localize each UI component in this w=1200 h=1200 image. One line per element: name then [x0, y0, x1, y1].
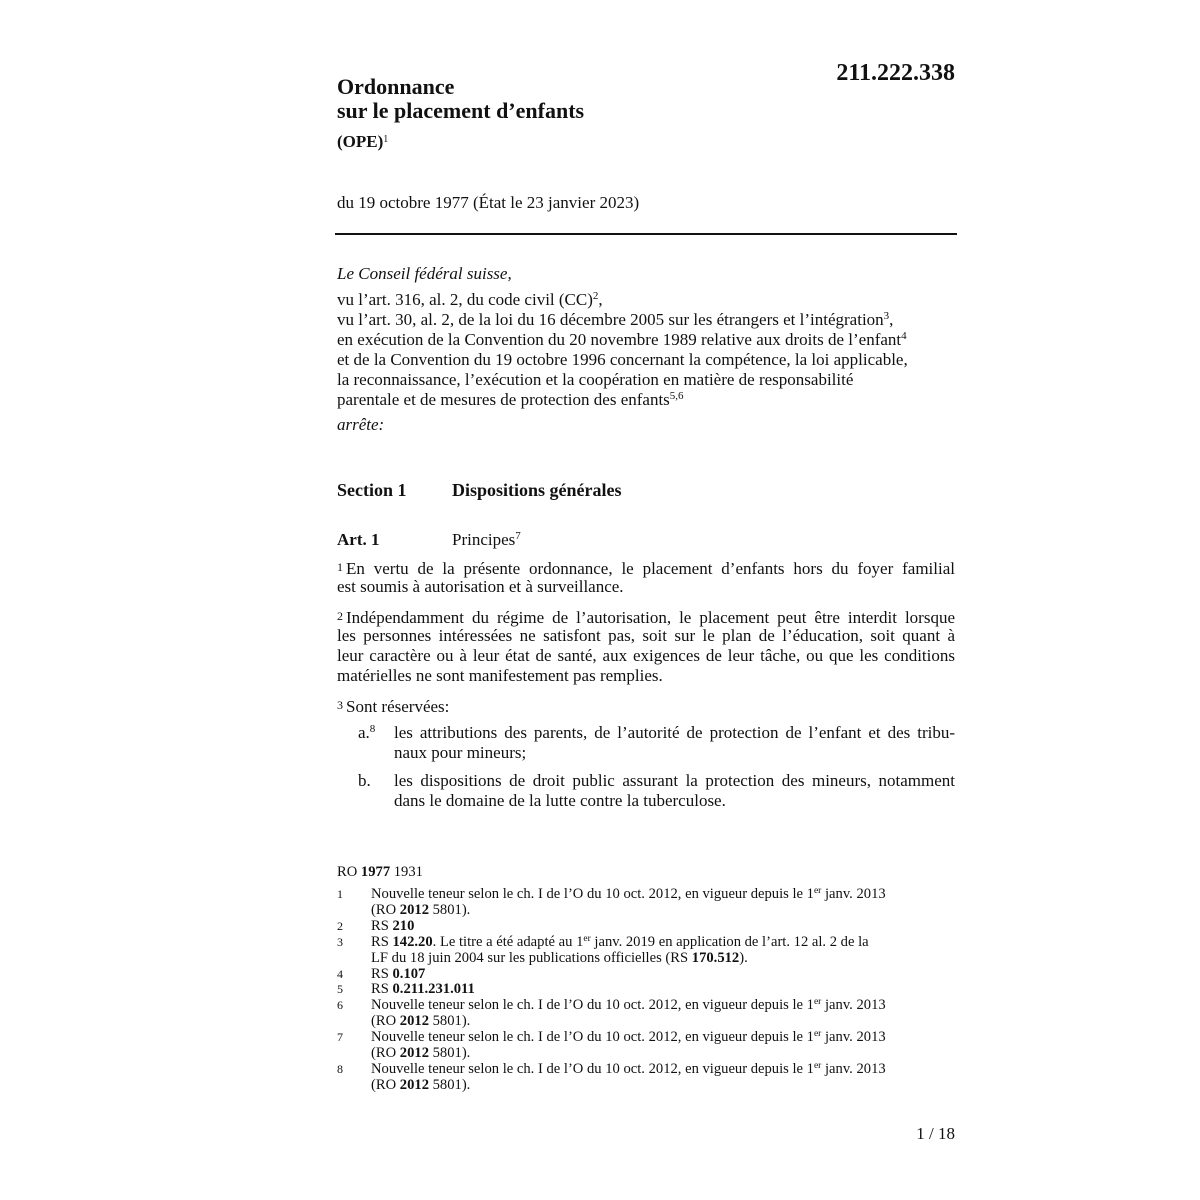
footnote-segment: 2012	[399, 1077, 429, 1093]
preamble-authority: Le Conseil fédéral suisse,	[337, 264, 512, 283]
footnote-segment: janv. 2013	[821, 1029, 886, 1045]
footnote-text	[371, 1029, 886, 1061]
footnote-ref[interactable]: 5,6	[669, 390, 684, 402]
footnote-segment: Nouvelle teneur selon le ch. I de l’O du 10 oct. 2012, en vigueur depuis le 1	[371, 1029, 814, 1045]
footnote-number: 2	[337, 919, 343, 933]
paragraph-2-line: les personnes intéressées ne satisfont pas, soit sur le plan de l’éducation, soit quant à	[337, 626, 955, 645]
footnote-text	[371, 997, 886, 1029]
footnote-segment: er	[813, 1029, 822, 1039]
preamble-line	[337, 290, 955, 310]
footnote-segment: ).	[739, 950, 748, 966]
footnote-segment: janv. 2013	[821, 1061, 886, 1077]
footnote-text	[371, 1061, 886, 1093]
paragraph-1-line	[337, 557, 955, 579]
footnote-segment: . Le titre a été adapté au 1	[432, 934, 584, 950]
paragraph-number: 1	[337, 560, 343, 574]
footnote-segment: er	[813, 886, 822, 896]
footnote-ref[interactable]: 2	[592, 290, 599, 302]
list-item-a-line: naux pour mineurs;	[394, 743, 527, 762]
preamble-text: ,	[889, 310, 894, 329]
paragraph-number: 3	[337, 698, 343, 712]
title-line-1: Ordonnance	[337, 74, 455, 99]
paragraph-number: 2	[337, 609, 343, 623]
footnote-text	[371, 918, 414, 934]
section-number: Section 1	[337, 480, 407, 500]
preamble-text: en exécution de la Convention du 20 novembre 1989 relative aux droits de l’enfant	[337, 330, 902, 349]
list-item-b-line: dans le domaine de la lutte contre la tuberculose.	[394, 791, 726, 810]
source-year: 1977	[360, 864, 391, 880]
paragraph-1-line: est soumis à autorisation et à surveillance.	[337, 577, 624, 596]
preamble-text: vu l’art. 30, al. 2, de la loi du 16 décembre 2005 sur les étrangers et l’intégration	[337, 310, 884, 329]
source-text: RO	[337, 864, 361, 880]
footnote-text	[371, 886, 886, 918]
list-label-b: b.	[358, 771, 371, 790]
source-page: 1931	[390, 864, 423, 880]
footnote-number: 5	[337, 982, 343, 996]
page-indicator: 1 / 18	[916, 1124, 955, 1143]
paragraph-text: Indépendamment du régime de l’autorisation, le placement peut être interdit lorsque	[346, 608, 955, 627]
article-title	[452, 530, 521, 550]
footnote-segment: 0.211.231.011	[392, 981, 475, 997]
footnote-number: 7	[337, 1030, 343, 1044]
footnote-segment: LF du 18 juin 2004 sur les publications officielles (RS	[371, 950, 692, 966]
footnote-segment: 170.512	[691, 950, 740, 966]
footnote-segment: (RO	[371, 1013, 400, 1029]
footnote-text	[371, 981, 475, 997]
preamble-text: parentale et de mesures de protection des enfants	[337, 390, 670, 409]
footnote-segment: RS	[371, 966, 393, 982]
paragraph-2-line	[337, 606, 955, 628]
preamble-line: et de la Convention du 19 octobre 1996 concernant la compétence, la loi applicable,	[337, 350, 908, 369]
preamble-text: vu l’art. 316, al. 2, du code civil (CC)	[337, 290, 593, 309]
abbreviation-text: (OPE)	[337, 132, 384, 151]
footnote-segment: janv. 2013	[821, 997, 886, 1013]
footnote-segment: er	[813, 1061, 822, 1071]
footnote-segment: Nouvelle teneur selon le ch. I de l’O du 10 oct. 2012, en vigueur depuis le 1	[371, 1061, 814, 1077]
footnote-segment: RS	[371, 934, 393, 950]
source-reference	[337, 864, 423, 880]
footnote-segment: 2012	[399, 1013, 429, 1029]
article-number: Art. 1	[337, 530, 380, 549]
header-rule	[335, 233, 957, 235]
list-label-a	[358, 723, 375, 743]
footnote-ref[interactable]: 3	[883, 310, 890, 322]
footnote-text	[371, 934, 869, 966]
sr-number: 211.222.338	[836, 60, 955, 86]
footnote-segment: Nouvelle teneur selon le ch. I de l’O du 10 oct. 2012, en vigueur depuis le 1	[371, 997, 814, 1013]
footnote-segment: RS	[371, 981, 393, 997]
footnote-number: 8	[337, 1062, 343, 1076]
footnote-segment: 2012	[399, 902, 429, 918]
list-item-b-line: les dispositions de droit public assurant la protection des mineurs, notamment	[394, 771, 955, 790]
footnote-segment: 5801).	[428, 1013, 471, 1029]
footnote-segment: (RO	[371, 902, 400, 918]
footnote-segment: 0.107	[392, 966, 426, 982]
list-label-text: a.	[358, 723, 370, 742]
footnote-segment: Nouvelle teneur selon le ch. I de l’O du 10 oct. 2012, en vigueur depuis le 1	[371, 886, 814, 902]
footnote-number: 1	[337, 887, 343, 901]
footnote-number: 6	[337, 998, 343, 1012]
preamble-line	[337, 310, 955, 330]
footnote-segment: 210	[392, 918, 415, 934]
footnote-segment: RS	[371, 918, 393, 934]
title-line-2: sur le placement d’enfants	[337, 98, 585, 123]
date-line: du 19 octobre 1977 (État le 23 janvier 2023)	[337, 193, 640, 212]
paragraph-2-line: leur caractère ou à leur état de santé, aux exigences de leur tâche, ou que les conditions	[337, 646, 955, 665]
footnote-segment: janv. 2013	[821, 886, 886, 902]
footnote-segment: 2012	[399, 1045, 429, 1061]
preamble-line	[337, 330, 955, 350]
footnote-ref[interactable]: 4	[901, 330, 907, 342]
footnote-ref[interactable]: 1	[383, 134, 389, 145]
preamble-text: ,	[598, 290, 603, 309]
footnote-segment: (RO	[371, 1077, 400, 1093]
paragraph-text: En vertu de la présente ordonnance, le placement d’enfants hors du foyer familial	[346, 559, 955, 578]
footnote-segment: 5801).	[428, 1077, 471, 1093]
footnote-segment: janv. 2019 en application de l’art. 12 al. 2 de la	[590, 934, 869, 950]
preamble-decree: arrête:	[337, 415, 385, 434]
paragraph-text: Sont réservées:	[346, 697, 450, 716]
section-title: Dispositions générales	[452, 480, 622, 500]
preamble-line	[337, 390, 955, 410]
footnote-number: 3	[337, 935, 343, 949]
list-item-a-line: les attributions des parents, de l’autorité de protection de l’enfant et des tribu-	[394, 723, 955, 742]
footnote-number: 4	[337, 967, 343, 981]
footnote-ref[interactable]: 7	[515, 530, 521, 542]
footnote-segment: 5801).	[428, 1045, 471, 1061]
footnote-segment: 142.20	[392, 934, 433, 950]
footnote-text	[371, 966, 425, 982]
footnote-segment: er	[583, 934, 591, 944]
footnote-ref[interactable]: 8	[369, 723, 376, 735]
paragraph-3-line	[337, 695, 955, 717]
preamble-line: la reconnaissance, l’exécution et la coopération en matière de responsabilité	[337, 370, 854, 389]
footnote-segment: 5801).	[428, 902, 471, 918]
paragraph-2-line: matérielles ne sont manifestement pas remplies.	[337, 666, 663, 685]
footnote-segment: (RO	[371, 1045, 400, 1061]
abbreviation	[337, 132, 388, 152]
article-title-text: Principes	[452, 530, 516, 549]
footnote-segment: er	[813, 997, 822, 1007]
